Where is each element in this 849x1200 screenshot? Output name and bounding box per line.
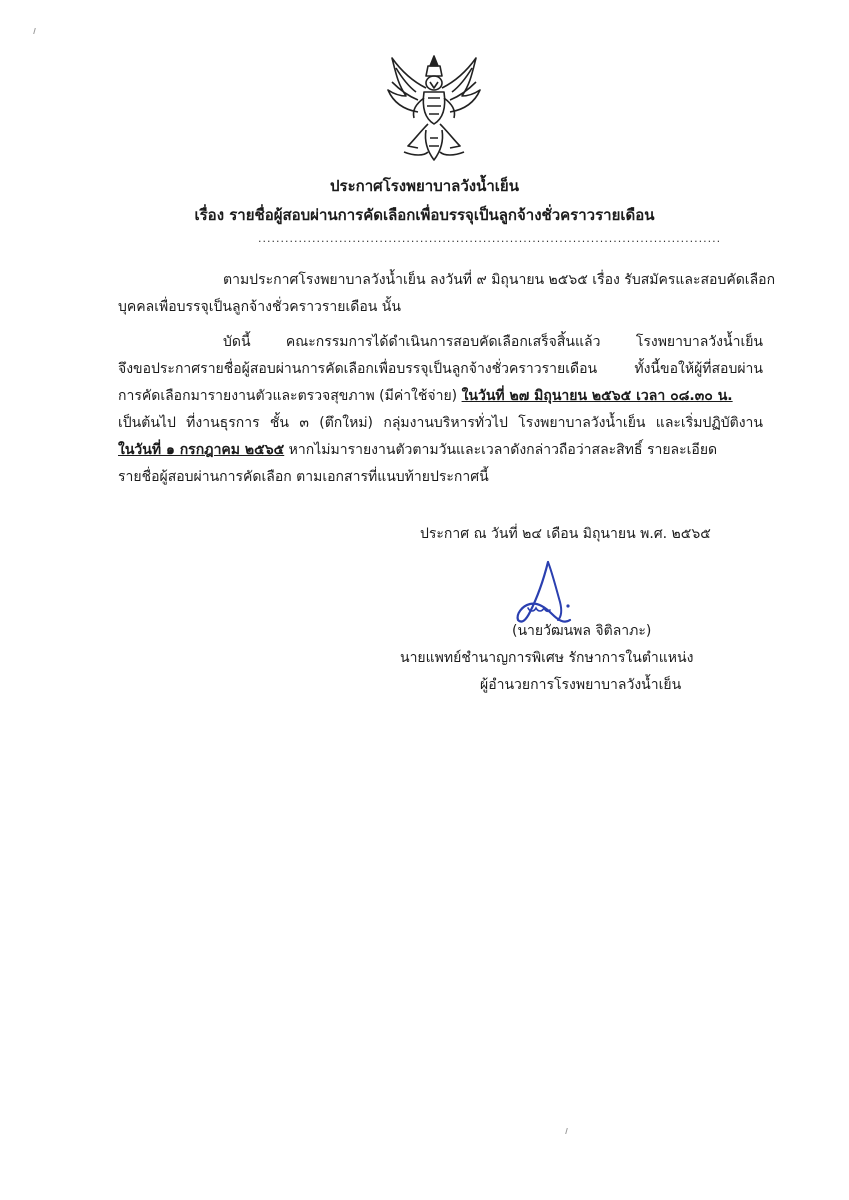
announcement-title: ประกาศโรงพยาบาลวังน้ำเย็น — [330, 177, 519, 195]
scan-speck — [33, 28, 39, 34]
announcement-date: ประกาศ ณ วันที่ ๒๔ เดือน มิถุนายน พ.ศ. ๒๕๖๕ — [420, 526, 711, 542]
paragraph-2-line-5 — [118, 440, 763, 460]
paragraph-2-line-2: จึงขอประกาศรายชื่อผู้สอบผ่านการคัดเลือกเพื่อบรรจุเป็นลูกจ้างชั่วคราวรายเดือน ทั้งนี้ขอให้ผู้ที่สอบผ่าน — [118, 361, 763, 377]
paragraph-2-line-6: รายชื่อผู้สอบผ่านการคัดเลือก ตามเอกสารที่แนบท้ายประกาศนี้ — [118, 469, 489, 485]
report-date-highlight: ในวันที่ ๒๗ มิถุนายน ๒๕๖๕ เวลา ๐๘.๓๐ น. — [461, 388, 733, 404]
announcement-subject: เรื่อง รายชื่อผู้สอบผ่านการคัดเลือกเพื่อบรรจุเป็นลูกจ้างชั่วคราวรายเดือน — [194, 206, 655, 224]
forfeit-text: หากไม่มารายงานตัวตามวันและเวลาดังกล่าวถือว่าสละสิทธิ์ รายละเอียด — [284, 442, 718, 458]
start-date-highlight: ในวันที่ ๑ กรกฎาคม ๒๕๖๕ — [118, 442, 285, 458]
scan-speck — [565, 1128, 571, 1134]
paragraph-2-line-1: บัดนี้ คณะกรรมการได้ดำเนินการสอบคัดเลือกเสร็จสิ้นแล้ว โรงพยาบาลวังน้ำเย็น — [223, 334, 763, 350]
paragraph-2-line-4: เป็นต้นไป ที่งานธุรการ ชั้น ๓ (ตึกใหม่) กลุ่มงานบริหารทั่วไป โรงพยาบาลวังน้ำเย็น และเริ่มปฏิบัติงาน — [118, 415, 763, 431]
garuda-emblem — [384, 52, 484, 164]
signatory-name: (นายวัฒนพล จิติลาภะ) — [512, 623, 652, 639]
paragraph-2-line-3 — [118, 386, 763, 406]
signatory-position: นายแพทย์ชำนาญการพิเศษ รักษาการในตำแหน่ง — [400, 650, 694, 666]
paragraph-1-line-2: บุคคลเพื่อบรรจุเป็นลูกจ้างชั่วคราวรายเดือน นั้น — [118, 299, 401, 315]
health-check-text: การคัดเลือกมารายงานตัวและตรวจสุขภาพ (มีค่าใช้จ่าย) — [118, 388, 462, 404]
separator-line: ....................................................................................................... — [258, 232, 722, 245]
signatory-title: ผู้อำนวยการโรงพยาบาลวังน้ำเย็น — [480, 677, 682, 693]
paragraph-1-line-1: ตามประกาศโรงพยาบาลวังน้ำเย็น ลงวันที่ ๙ มิถุนายน ๒๕๖๕ เรื่อง รับสมัครและสอบคัดเลือก — [223, 272, 776, 288]
